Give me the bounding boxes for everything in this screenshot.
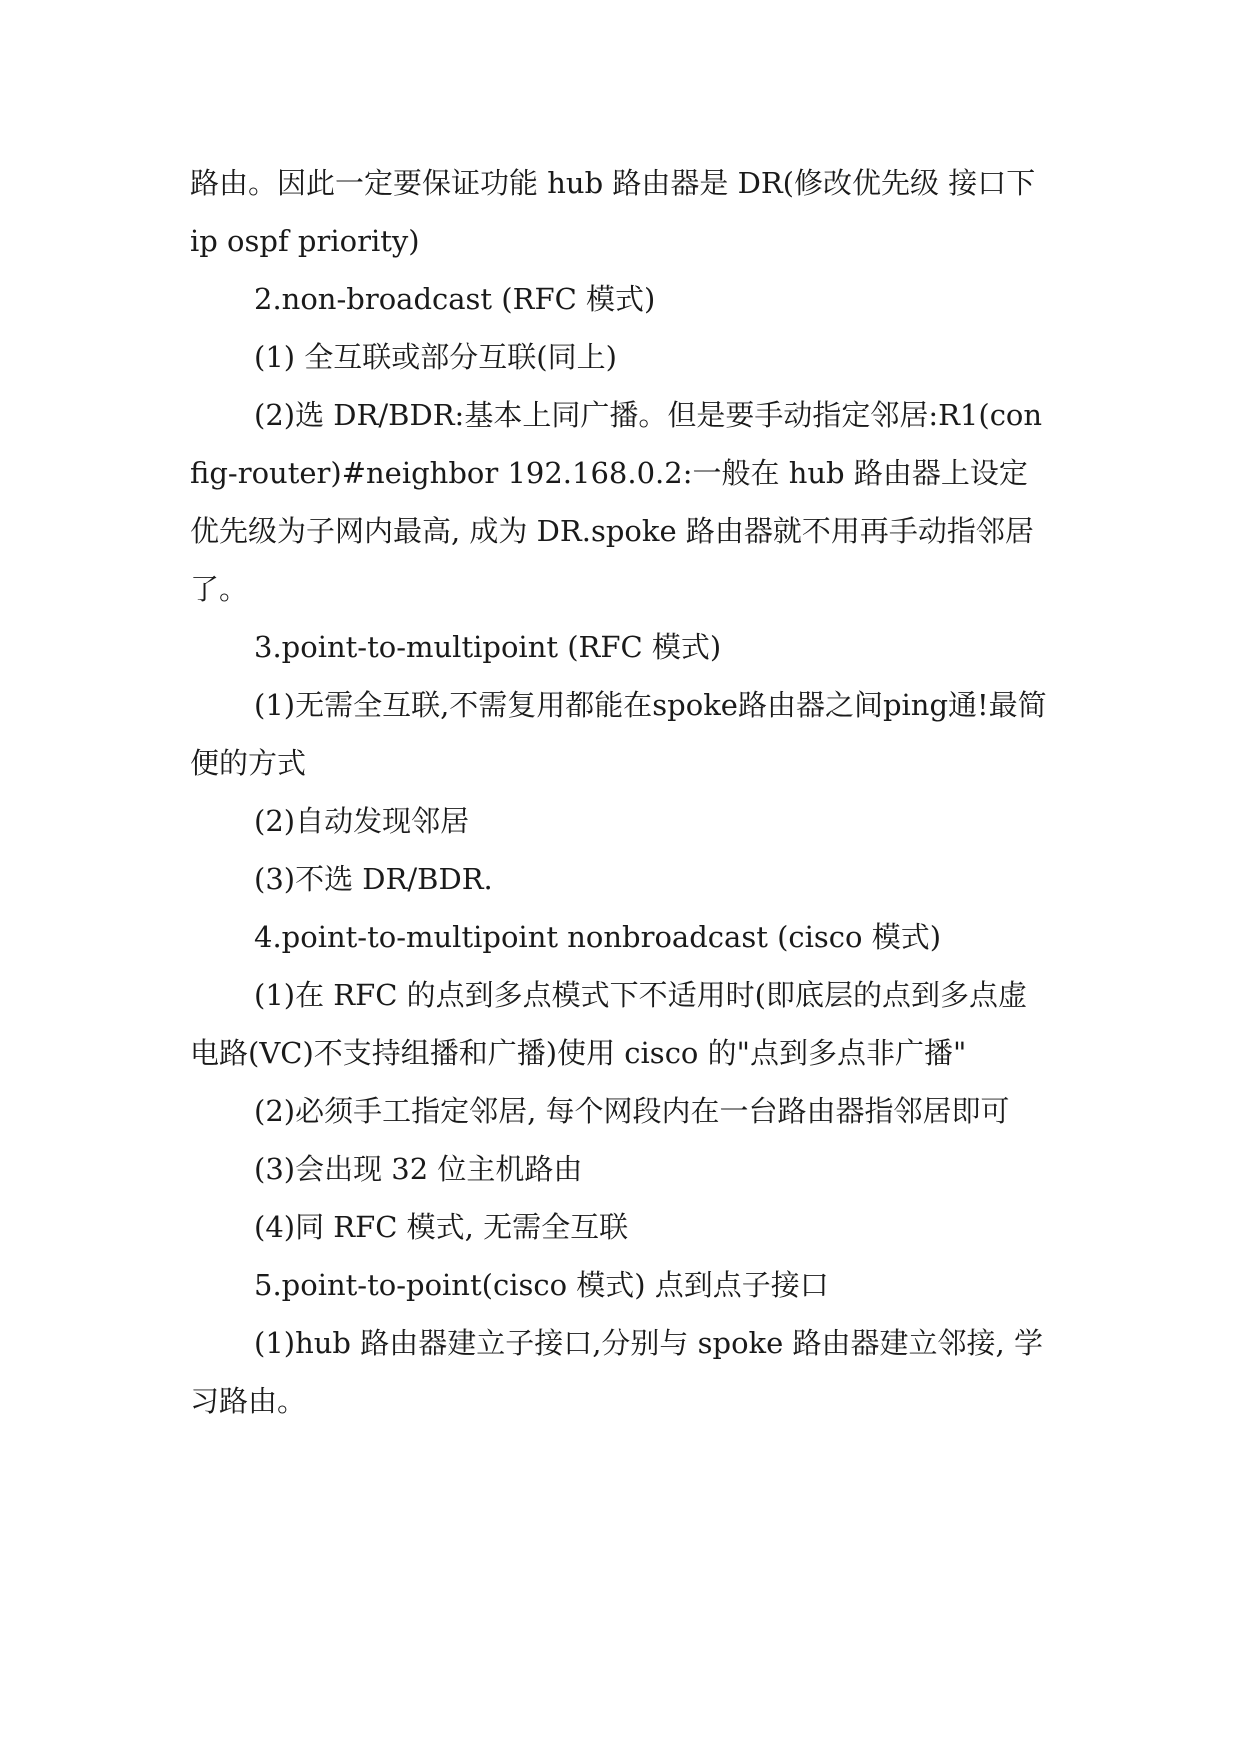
- paragraph: (3)会出现 32 位主机路由: [254, 1152, 583, 1186]
- paragraph: (1)无需全互联,不需复用都能在spoke路由器之间ping通!最简便的方式: [190, 688, 1047, 780]
- paragraph: 5.point-to-point(cisco 模式) 点到点子接口: [254, 1268, 829, 1302]
- paragraph: 3.point-to-multipoint (RFC 模式): [254, 630, 722, 664]
- paragraph: (2)必须手工指定邻居, 每个网段内在一台路由器指邻居即可: [254, 1094, 1010, 1128]
- paragraph: (1) 全互联或部分互联(同上): [254, 340, 617, 374]
- paragraph: 路由。因此一定要保证功能 hub 路由器是 DR(修改优先级 接口下 ip ospf priority): [190, 166, 1045, 258]
- paragraph: (2)选 DR/BDR:基本上同广播。但是要手动指定邻居:R1(config-router)#neighbor 192.168.0.2:一般在 hub 路由器上设定优先级为子网内最高, 成为 DR.spoke 路由器就不用再手动指邻居了。: [190, 398, 1043, 606]
- paragraph: (3)不选 DR/BDR.: [254, 862, 493, 896]
- document-body: [190, 154, 1050, 1430]
- paragraph: (4)同 RFC 模式, 无需全互联: [254, 1210, 629, 1244]
- paragraph: 2.non-broadcast (RFC 模式): [254, 282, 656, 316]
- paragraph: (1)在 RFC 的点到多点模式下不适用时(即底层的点到多点虚电路(VC)不支持组播和广播)使用 cisco 的"点到多点非广播": [190, 978, 1027, 1070]
- paragraph: (2)自动发现邻居: [254, 804, 470, 838]
- paragraph: (1)hub 路由器建立子接口,分别与 spoke 路由器建立邻接, 学习路由。: [190, 1326, 1043, 1418]
- paragraph: 4.point-to-multipoint nonbroadcast (cisco 模式): [254, 920, 942, 954]
